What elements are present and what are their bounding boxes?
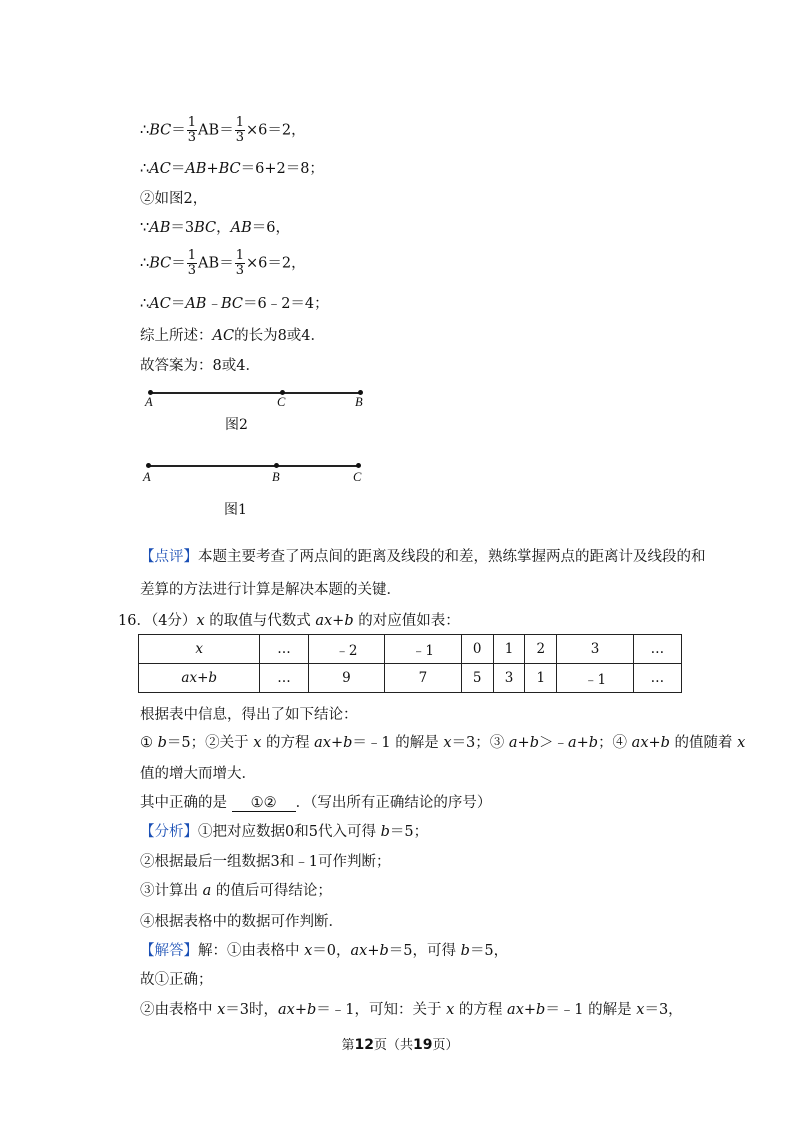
figure-caption: 图2	[225, 417, 248, 433]
value-table	[138, 634, 682, 693]
solution-step-2: ②由表格中 x＝3时，ax+b＝﹣1，可知：关于 x 的方程 ax+b＝﹣1 的解是 x＝3，	[140, 1002, 683, 1018]
table-cell: …	[260, 635, 308, 664]
table-cell: 0	[461, 635, 493, 664]
point-c	[356, 463, 361, 468]
analysis-line-3: ③计算出 a 的值后可得结论；	[140, 883, 332, 899]
solution-line-summary: 综上所述：AC的长为8或4．	[140, 328, 326, 344]
figure-caption: 图1	[224, 502, 247, 518]
table-cell: 1	[493, 635, 525, 664]
table-cell: 2	[525, 635, 557, 664]
point-a	[146, 463, 151, 468]
table-cell: 5	[461, 664, 493, 693]
table-cell: 3	[557, 635, 634, 664]
table-cell: 7	[385, 664, 462, 693]
table-row	[139, 635, 682, 664]
solution-line-bc-first: ∴BC＝ $\frac{1}{3}$ AB＝ $\frac{1}{3}$ ×6＝2，	[140, 115, 306, 145]
table-cell: ﹣1	[557, 664, 634, 693]
table-cell: …	[633, 664, 681, 693]
analysis-line-2: ②根据最后一组数据3和﹣1可作判断；	[140, 854, 391, 870]
analysis-line-1: 【分析】①把对应数据0和5代入可得 b＝5；	[140, 824, 429, 840]
current-page-number: 12	[354, 1037, 374, 1053]
analysis-tag: 【分析】	[140, 824, 198, 840]
fraction-one-third: $\frac{1}{3}$	[235, 248, 244, 278]
segment-line	[150, 392, 362, 394]
label-c: C	[277, 395, 286, 409]
table-cell: 9	[308, 664, 385, 693]
fraction-one-third: $\frac{1}{3}$	[187, 248, 197, 278]
question-16-answer: 其中正确的是 ①② ．（写出所有正确结论的序号）	[140, 795, 492, 811]
solution-line-bc-second: ∴BC＝ $\frac{1}{3}$ AB＝ $\frac{1}{3}$ ×6＝2，	[140, 248, 306, 278]
solution-line-answer: 故答案为：8或4．	[140, 358, 260, 374]
answer-blank: ①②	[232, 795, 296, 812]
label-a: A	[143, 470, 151, 484]
page-footer: 第12页（共19页）	[341, 1037, 459, 1053]
table-cell: ﹣2	[308, 635, 385, 664]
table-row	[139, 664, 682, 693]
segment-line	[148, 465, 360, 467]
comment-tag: 【点评】	[140, 549, 198, 565]
question-16-info: 根据表中信息，得出了如下结论：	[140, 707, 358, 723]
label-b: B	[272, 470, 280, 484]
solution-line-ac-sum: ∴AC＝AB+BC＝6+2＝8；	[140, 161, 324, 177]
solution-step-1-result: 故①正确；	[140, 972, 213, 988]
table-cell: ax+b	[139, 664, 260, 693]
label-b: B	[355, 395, 363, 409]
label-c: C	[353, 470, 362, 484]
question-16-stem: 16．（4分）x 的取值与代数式 ax+b 的对应值如表：	[118, 613, 460, 629]
solution-line-case-2: ②如图2，	[140, 191, 208, 207]
comment-line-1: 【点评】本题主要考查了两点间的距离及线段的和差，熟练掌握两点的距离计及线段的和	[140, 549, 706, 565]
table-cell: 3	[493, 664, 525, 693]
analysis-line-4: ④根据表格中的数据可作判断．	[140, 914, 343, 930]
fraction-one-third: $\frac{1}{3}$	[187, 115, 197, 145]
table-cell: x	[139, 635, 260, 664]
solution-line-given: ∵AB＝3BC，AB＝6，	[140, 220, 291, 236]
table-cell: 1	[525, 664, 557, 693]
solution-line-ac-diff: ∴AC＝AB﹣BC＝6﹣2＝4；	[140, 296, 329, 312]
question-16-conclusions: ① b＝5；②关于 x 的方程 ax+b＝﹣1 的解是 x＝3；③ a+b＞﹣a+b；④ ax+b 的值随着 x	[140, 735, 746, 751]
point-b	[274, 463, 279, 468]
table-cell: ﹣1	[385, 635, 462, 664]
total-page-number: 19	[413, 1037, 433, 1053]
question-16-conclusions-cont: 值的增大而增大．	[140, 766, 256, 782]
solution-tag: 【解答】	[140, 943, 198, 959]
table-cell: …	[633, 635, 681, 664]
figure-1	[140, 459, 380, 519]
fraction-one-third: $\frac{1}{3}$	[235, 115, 244, 145]
figure-2	[140, 385, 380, 445]
solution-step-1: 【解答】解：①由表格中 x＝0，ax+b＝5，可得 b＝5，	[140, 943, 509, 959]
label-a: A	[145, 395, 153, 409]
comment-line-2: 差算的方法进行计算是解决本题的关键．	[140, 582, 401, 598]
table-cell: …	[260, 664, 308, 693]
